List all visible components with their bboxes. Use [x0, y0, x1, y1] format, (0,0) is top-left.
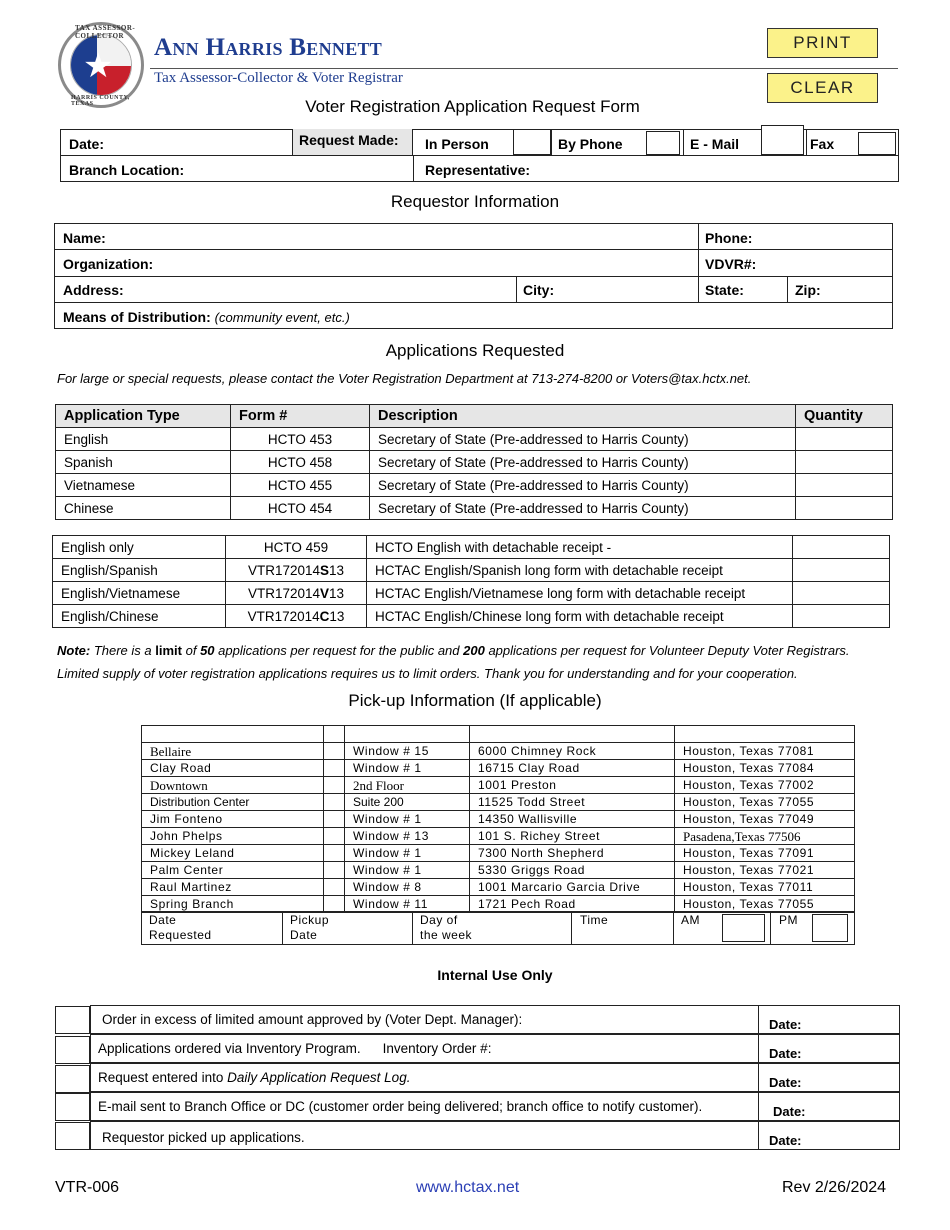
table-row [142, 794, 855, 811]
location-name: Jim Fonteno [142, 811, 324, 828]
location-address: 7300 North Shepherd [470, 845, 675, 862]
table-row [142, 828, 855, 845]
description-cell: HCTAC English/Chinese long form with detachable receipt [367, 605, 793, 628]
table-row [53, 582, 890, 605]
table-row [142, 845, 855, 862]
location-window: Window # 13 [345, 828, 470, 845]
form-number-cell: VTR172014V13 [226, 582, 367, 605]
form-code: VTR-006 [55, 1179, 120, 1196]
quantity-input[interactable] [793, 536, 890, 559]
internal-row-log [90, 1063, 900, 1092]
internal-row-text: Applications ordered via Inventory Program. Inventory Order #: [98, 1041, 492, 1056]
quantity-input[interactable] [793, 559, 890, 582]
location-window: Suite 200 [345, 794, 470, 811]
picked-up-checkbox[interactable] [55, 1122, 90, 1150]
table-row [53, 605, 890, 628]
date-label: Date: [769, 1133, 802, 1148]
table-row [142, 811, 855, 828]
table-row [53, 536, 890, 559]
day-of-week-label: Day of the week [420, 913, 473, 942]
date-label: Date: [773, 1104, 806, 1119]
email-checkbox[interactable] [761, 125, 804, 155]
table-row [53, 559, 890, 582]
location-city: Houston, Texas 77091 [675, 845, 855, 862]
applications-heading: Applications Requested [385, 341, 565, 360]
quantity-input[interactable] [796, 428, 893, 451]
county-seal-logo [58, 22, 144, 108]
star-icon: ★ [83, 46, 114, 86]
form-number-cell: VTR172014C13 [226, 605, 367, 628]
pickup-table [141, 725, 855, 913]
location-window: Window # 15 [345, 743, 470, 760]
applications-table-2 [52, 535, 890, 628]
distribution-hint: (community event, etc.) [214, 310, 350, 325]
form-title: Voter Registration Application Request Form [305, 97, 640, 116]
col-application-type: Application Type [56, 405, 231, 428]
quantity-input[interactable] [796, 474, 893, 497]
log-checkbox[interactable] [55, 1065, 90, 1093]
location-window: Window # 1 [345, 760, 470, 777]
form-number-cell: VTR172014S13 [226, 559, 367, 582]
name-label: Name: [63, 230, 106, 246]
location-address: 16715 Clay Road [470, 760, 675, 777]
table-row [142, 862, 855, 879]
in-person-label: In Person [425, 136, 489, 152]
date-label: Date: [769, 1075, 802, 1090]
table-row [56, 497, 893, 520]
location-name: Raul Martinez [142, 879, 324, 896]
table-row [142, 896, 855, 913]
seal-bottom-text: HARRIS COUNTY, TEXAS [71, 95, 130, 107]
header-divider [150, 68, 898, 69]
phone-label: Phone: [705, 230, 753, 246]
location-address: 6000 Chimney Rock [470, 743, 675, 760]
representative-label: Representative: [425, 162, 531, 178]
location-window: Window # 1 [345, 862, 470, 879]
app-type-cell: English/Vietnamese [53, 582, 226, 605]
location-address: 11525 Todd Street [470, 794, 675, 811]
col-form-number: Form # [231, 405, 370, 428]
clear-button[interactable]: CLEAR [767, 73, 878, 103]
location-name: Clay Road [142, 760, 324, 777]
revision-date: Rev 2/26/2024 [782, 1179, 887, 1196]
seal-flag [70, 34, 132, 96]
quantity-input[interactable] [796, 497, 893, 520]
date-label: Date: [769, 1017, 802, 1032]
by-phone-checkbox[interactable] [646, 131, 680, 155]
app-type-cell: English/Spanish [53, 559, 226, 582]
location-city: Houston, Texas 77021 [675, 862, 855, 879]
location-city: Houston, Texas 77002 [675, 777, 855, 794]
app-type-cell: Spanish [56, 451, 231, 474]
website-link[interactable]: www.hctax.net [416, 1179, 520, 1196]
internal-row-approval [90, 1005, 900, 1034]
table-row [56, 451, 893, 474]
description-cell: Secretary of State (Pre-addressed to Harris County) [370, 428, 796, 451]
location-name: Bellaire [142, 743, 324, 760]
location-city: Houston, Texas 77049 [675, 811, 855, 828]
org-name: Ann Harris Bennett [154, 34, 383, 61]
internal-row-text: E-mail sent to Branch Office or DC (customer order being delivered; branch office to notify customer). [98, 1099, 703, 1114]
description-cell: Secretary of State (Pre-addressed to Harris County) [370, 451, 796, 474]
form-number-cell: HCTO 453 [231, 428, 370, 451]
in-person-checkbox[interactable] [513, 129, 551, 155]
state-label: State: [705, 282, 744, 298]
limit-note-line2: Limited supply of voter registration applications requires us to limit orders. Thank you for understanding and for your cooperation. [57, 666, 798, 681]
location-city: Houston, Texas 77011 [675, 879, 855, 896]
zip-label: Zip: [795, 282, 821, 298]
print-button[interactable]: PRINT [767, 28, 878, 58]
pm-label: PM [779, 913, 798, 927]
location-address: 101 S. Richey Street [470, 828, 675, 845]
form-number-cell: HCTO 454 [231, 497, 370, 520]
fax-checkbox[interactable] [858, 132, 896, 155]
am-checkbox[interactable] [722, 914, 765, 942]
vdvr-label: VDVR#: [705, 256, 757, 272]
location-address: 1721 Pech Road [470, 896, 675, 913]
pickup-date-label: Pickup Date [290, 913, 330, 942]
internal-row-pickup [90, 1121, 900, 1150]
distribution-label: Means of Distribution: [63, 309, 211, 325]
internal-row-inventory [90, 1034, 900, 1063]
approval-checkbox[interactable] [55, 1006, 90, 1034]
table-row [142, 777, 855, 794]
app-type-cell: Chinese [56, 497, 231, 520]
table-row [56, 428, 893, 451]
internal-row-text: Request entered into Daily Application Request Log. [98, 1070, 411, 1085]
org-subtitle: Tax Assessor-Collector & Voter Registrar [154, 70, 403, 86]
location-city: Pasadena,Texas 77506 [675, 828, 855, 845]
location-window: 2nd Floor [345, 777, 470, 794]
location-window: Window # 11 [345, 896, 470, 913]
description-cell: HCTAC English/Spanish long form with detachable receipt [367, 559, 793, 582]
limit-note: Note: There is a limit of 50 applications per request for the public and 200 applications per request for Volunteer Deputy Voter Registrars. [57, 643, 850, 658]
pickup-heading: Pick-up Information (If applicable) [348, 691, 602, 710]
address-label: Address: [63, 282, 124, 298]
app-type-cell: Vietnamese [56, 474, 231, 497]
location-name: John Phelps [142, 828, 324, 845]
table-row [56, 474, 893, 497]
date-label: Date: [69, 136, 105, 152]
date-label: Date: [769, 1046, 802, 1061]
location-city: Houston, Texas 77084 [675, 760, 855, 777]
requestor-heading: Requestor Information [390, 192, 560, 211]
internal-row-text: Requestor picked up applications. [102, 1130, 305, 1145]
internal-heading: Internal Use Only [437, 967, 553, 983]
app-type-cell: English only [53, 536, 226, 559]
quantity-input[interactable] [796, 451, 893, 474]
request-made-label: Request Made: [299, 132, 399, 148]
form-number-cell: HCTO 458 [231, 451, 370, 474]
quantity-input[interactable] [793, 582, 890, 605]
time-label: Time [580, 913, 609, 927]
email-sent-checkbox[interactable] [55, 1093, 90, 1121]
description-cell: HCTO English with detachable receipt - [367, 536, 793, 559]
location-city: Houston, Texas 77055 [675, 794, 855, 811]
description-cell: HCTAC English/Vietnamese long form with detachable receipt [367, 582, 793, 605]
location-address: 14350 Wallisville [470, 811, 675, 828]
pm-checkbox[interactable] [812, 914, 848, 942]
table-row [142, 760, 855, 777]
location-window: Window # 8 [345, 879, 470, 896]
seal-top-text: TAX ASSESSOR-COLLECTOR [75, 24, 136, 40]
internal-row-email [90, 1092, 900, 1121]
form-number-cell: HCTO 459 [226, 536, 367, 559]
location-address: 5330 Griggs Road [470, 862, 675, 879]
app-type-cell: English/Chinese [53, 605, 226, 628]
location-address: 1001 Marcario Garcia Drive [470, 879, 675, 896]
contact-note: For large or special requests, please contact the Voter Registration Department at 713-274-8200 or Voters@tax.hctx.net. [57, 371, 752, 386]
col-quantity: Quantity [796, 405, 893, 428]
location-name: Downtown [142, 777, 324, 794]
distribution-field [63, 309, 350, 325]
location-name: Spring Branch [142, 896, 324, 913]
location-name: Distribution Center [142, 794, 324, 811]
location-city: Houston, Texas 77055 [675, 896, 855, 913]
date-requested-label: Date Requested [149, 913, 212, 942]
inventory-checkbox[interactable] [55, 1036, 90, 1064]
fax-label: Fax [810, 136, 835, 152]
branch-location-label: Branch Location: [69, 162, 185, 178]
location-window: Window # 1 [345, 845, 470, 862]
email-label: E - Mail [690, 136, 740, 152]
location-name: Mickey Leland [142, 845, 324, 862]
location-name: Palm Center [142, 862, 324, 879]
table-row [142, 743, 855, 760]
by-phone-label: By Phone [558, 136, 623, 152]
internal-row-text: Order in excess of limited amount approved by (Voter Dept. Manager): [102, 1012, 523, 1027]
table-row [142, 879, 855, 896]
quantity-input[interactable] [793, 605, 890, 628]
app-type-cell: English [56, 428, 231, 451]
description-cell: Secretary of State (Pre-addressed to Harris County) [370, 497, 796, 520]
location-address: 1001 Preston [470, 777, 675, 794]
location-window: Window # 1 [345, 811, 470, 828]
form-number-cell: HCTO 455 [231, 474, 370, 497]
organization-label: Organization: [63, 256, 154, 272]
location-city: Houston, Texas 77081 [675, 743, 855, 760]
am-label: AM [681, 913, 700, 927]
city-label: City: [523, 282, 555, 298]
description-cell: Secretary of State (Pre-addressed to Harris County) [370, 474, 796, 497]
applications-table [55, 404, 893, 520]
col-description: Description [370, 405, 796, 428]
